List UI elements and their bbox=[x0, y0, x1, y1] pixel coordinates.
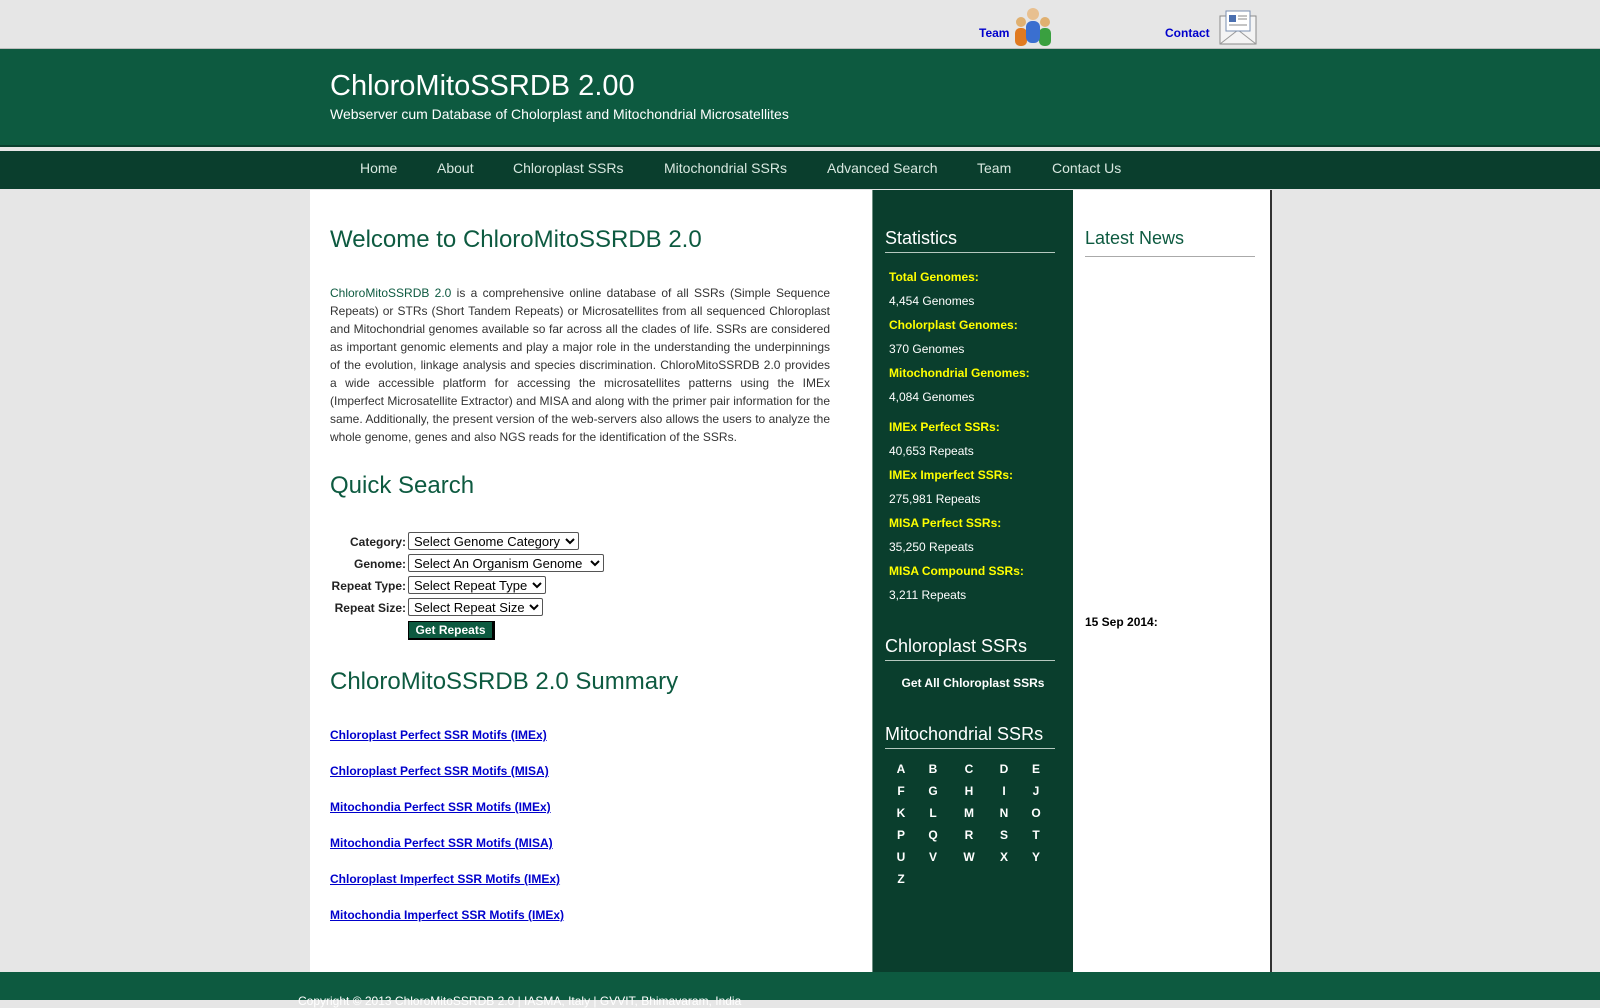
letter-link-m[interactable]: M bbox=[964, 806, 974, 820]
get-repeats-button[interactable]: Get Repeats bbox=[408, 621, 495, 640]
stat-label: MISA Perfect SSRs: bbox=[889, 516, 1002, 530]
stat-value: 4,084 Genomes bbox=[889, 390, 975, 404]
chloroplast-title: Chloroplast SSRs bbox=[885, 636, 1028, 656]
stat-value: 370 Genomes bbox=[889, 342, 965, 356]
news-divider bbox=[1085, 256, 1255, 257]
repeat-type-label: Repeat Type: bbox=[331, 579, 406, 593]
letter-link-v[interactable]: V bbox=[928, 850, 937, 864]
letter-link-l[interactable]: L bbox=[929, 806, 937, 820]
intro-lead: ChloroMitoSSRDB 2.0 bbox=[330, 286, 452, 300]
stat-label: Cholorplast Genomes: bbox=[889, 318, 1018, 332]
repeat-size-label: Repeat Size: bbox=[334, 601, 406, 615]
site-title: ChloroMitoSSRDB 2.00 bbox=[330, 70, 635, 102]
letter-link-o[interactable]: O bbox=[1031, 806, 1041, 820]
letter-link-d[interactable]: D bbox=[999, 762, 1009, 776]
letter-link-i[interactable]: I bbox=[1002, 784, 1006, 798]
category-select[interactable] bbox=[408, 532, 579, 550]
nav-contact-us[interactable]: Contact Us bbox=[1052, 160, 1122, 176]
get-all-chloroplast-link[interactable]: Get All Chloroplast SSRs bbox=[901, 676, 1045, 690]
letter-link-p[interactable]: P bbox=[896, 828, 905, 842]
stats-sidebar bbox=[872, 190, 1073, 972]
intro-text: is a comprehensive online database of all SSRs (Simple Sequence Repeats) or STRs (Short Tandem Repeats) or Microsatellites from all sequenced Chloroplast and Mitochondrial genomes available so far across all the clades of life. SSRs are considered as important genomic elements and play a major role in the understanding the underpinnings of the evolution, linkage analysis and species discrimination. ChloroMitoSSRDB 2.0 provides a wide accessible platform for accessing the microsatellites patterns using the IMEx (Imperfect Microsatellite Extractor) and MISA and along with the primer pair information for the same. Additionally, the present version of the web-servers also allows the users to analyze the whole genome, genes and also NGS reads for the identification of the SSRs. bbox=[330, 286, 830, 444]
letter-link-g[interactable]: G bbox=[928, 784, 938, 798]
summary-link-mt-imperfect-imex[interactable]: Mitochondia Imperfect SSR Motifs (IMEx) bbox=[330, 908, 565, 922]
repeat-type-select[interactable] bbox=[408, 576, 546, 594]
genome-label: Genome: bbox=[353, 557, 406, 571]
top-bar bbox=[0, 0, 1600, 49]
stat-value: 275,981 Repeats bbox=[889, 492, 981, 506]
letter-link-q[interactable]: Q bbox=[928, 828, 938, 842]
letter-link-u[interactable]: U bbox=[896, 850, 906, 864]
stat-label: Total Genomes: bbox=[889, 270, 979, 284]
stats-divider bbox=[885, 252, 1055, 253]
letter-link-b[interactable]: B bbox=[928, 762, 938, 776]
letter-link-y[interactable]: Y bbox=[1031, 850, 1040, 864]
letter-link-s[interactable]: S bbox=[999, 828, 1008, 842]
main-nav bbox=[0, 151, 1600, 189]
repeat-size-select[interactable] bbox=[408, 598, 543, 616]
summary-link-cp-imperfect-imex[interactable]: Chloroplast Imperfect SSR Motifs (IMEx) bbox=[330, 872, 561, 886]
stat-label: IMEx Imperfect SSRs: bbox=[889, 468, 1014, 482]
letter-link-j[interactable]: J bbox=[1032, 784, 1040, 798]
letter-link-t[interactable]: T bbox=[1032, 828, 1040, 842]
news-column bbox=[1073, 190, 1270, 972]
stat-label: IMEx Perfect SSRs: bbox=[889, 420, 1000, 434]
letter-link-n[interactable]: N bbox=[999, 806, 1009, 820]
welcome-title: Welcome to ChloroMitoSSRDB 2.0 bbox=[330, 226, 702, 253]
summary-link-mt-perfect-imex[interactable]: Mitochondia Perfect SSR Motifs (IMEx) bbox=[330, 800, 551, 814]
letter-link-h[interactable]: H bbox=[964, 784, 974, 798]
nav-home[interactable]: Home bbox=[360, 160, 398, 176]
stat-value: 4,454 Genomes bbox=[889, 294, 975, 308]
team-link[interactable]: Team bbox=[979, 26, 1010, 40]
contact-link[interactable]: Contact bbox=[1165, 26, 1210, 40]
letter-link-r[interactable]: R bbox=[964, 828, 974, 842]
chloroplast-divider bbox=[885, 660, 1055, 661]
site-header bbox=[0, 49, 1600, 147]
stats-title: Statistics bbox=[885, 228, 958, 248]
nav-team[interactable]: Team bbox=[977, 160, 1012, 176]
letter-link-a[interactable]: A bbox=[896, 762, 906, 776]
quick-search-title: Quick Search bbox=[330, 472, 475, 499]
stat-label: Mitochondrial Genomes: bbox=[889, 366, 1030, 380]
nav-chloroplast-ssrs[interactable]: Chloroplast SSRs bbox=[513, 160, 624, 176]
intro-paragraph bbox=[330, 284, 830, 446]
footer-copyright: Copyright © 2013 ChloroMitoSSRDB 2.0 | IASMA, Italy | GVVIT, Bhimavaram, India bbox=[298, 994, 742, 1008]
letter-link-k[interactable]: K bbox=[896, 806, 906, 820]
mitochondrial-title: Mitochondrial SSRs bbox=[885, 724, 1044, 744]
summary-title: ChloroMitoSSRDB 2.0 Summary bbox=[330, 668, 679, 695]
footer bbox=[0, 972, 1600, 1008]
category-label: Category: bbox=[349, 535, 406, 549]
news-date: 15 Sep 2014: bbox=[1085, 615, 1158, 629]
nav-advanced-search[interactable]: Advanced Search bbox=[827, 160, 938, 176]
page-edge bbox=[1270, 190, 1292, 972]
letter-link-w[interactable]: W bbox=[963, 850, 975, 864]
letter-link-z[interactable]: Z bbox=[897, 872, 905, 886]
nav-about[interactable]: About bbox=[437, 160, 474, 176]
summary-link-mt-perfect-misa[interactable]: Mitochondia Perfect SSR Motifs (MISA) bbox=[330, 836, 553, 850]
letter-link-c[interactable]: C bbox=[964, 762, 974, 776]
letter-link-x[interactable]: X bbox=[999, 850, 1008, 864]
stat-value: 35,250 Repeats bbox=[889, 540, 974, 554]
letter-link-e[interactable]: E bbox=[1031, 762, 1040, 776]
summary-link-cp-perfect-imex[interactable]: Chloroplast Perfect SSR Motifs (IMEx) bbox=[330, 728, 547, 742]
mail-icon[interactable] bbox=[1218, 8, 1258, 46]
nav-mitochondrial-ssrs[interactable]: Mitochondrial SSRs bbox=[664, 160, 787, 176]
site-subtitle: Webserver cum Database of Cholorplast and Mitochondrial Microsatellites bbox=[330, 106, 789, 122]
letter-link-f[interactable]: F bbox=[897, 784, 905, 798]
genome-select[interactable] bbox=[408, 554, 604, 572]
summary-link-cp-perfect-misa[interactable]: Chloroplast Perfect SSR Motifs (MISA) bbox=[330, 764, 549, 778]
mitochondrial-divider bbox=[885, 748, 1055, 749]
main-content bbox=[310, 190, 872, 972]
stat-value: 40,653 Repeats bbox=[889, 444, 974, 458]
news-title: Latest News bbox=[1085, 228, 1185, 248]
stat-label: MISA Compound SSRs: bbox=[889, 564, 1024, 578]
team-icon[interactable] bbox=[1010, 4, 1056, 50]
stat-value: 3,211 Repeats bbox=[889, 588, 967, 602]
